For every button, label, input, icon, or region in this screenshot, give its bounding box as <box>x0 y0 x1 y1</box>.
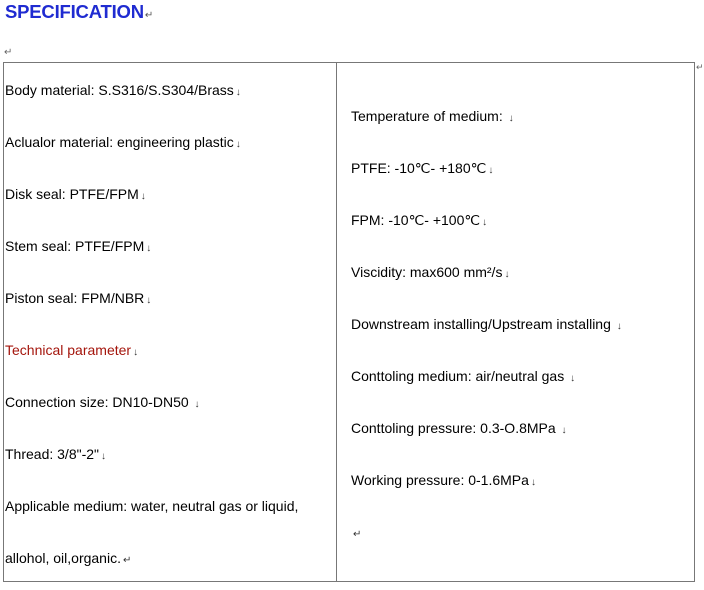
line-break-icon: ↓ <box>561 425 567 436</box>
line-break-icon: ↓ <box>101 451 106 462</box>
line-break-icon: ↓ <box>235 87 241 98</box>
paragraph-mark-icon: ↵ <box>696 62 704 72</box>
spec-line-connection-size: Connection size: DN10-DN50 ↓ <box>5 394 200 410</box>
paragraph-mark-icon: ↵ <box>122 555 132 566</box>
line-break-icon: ↓ <box>530 477 536 488</box>
spec-line-installing: Downstream installing/Upstream installing ↓ <box>351 316 622 332</box>
left-column <box>5 63 335 581</box>
spec-line-piston-seal: Piston seal: FPM/NBR ↓ <box>5 290 152 306</box>
spec-line-applicable-medium-cont: allohol, oil,organic. ↵ <box>5 550 132 566</box>
spec-line-temperature: Temperature of medium: ↓ <box>351 108 514 124</box>
spec-line-applicable-medium: Applicable medium: water, neutral gas or liquid, <box>5 498 299 514</box>
right-column <box>351 63 691 581</box>
line-break-icon: ↓ <box>488 165 494 176</box>
spec-line-controlling-pressure: Conttoling pressure: 0.3-O.8MPa ↓ <box>351 420 567 436</box>
line-break-icon: ↓ <box>146 295 152 306</box>
spec-line-working-pressure: Working pressure: 0-1.6MPa ↓ <box>351 472 536 488</box>
spec-line-body-material: Body material: S.S316/S.S304/Brass ↓ <box>5 82 241 98</box>
line-break-icon: ↓ <box>235 139 241 150</box>
paragraph-mark-icon: ↵ <box>353 529 362 540</box>
title-text: SPECIFICATION <box>5 1 144 22</box>
line-break-icon: ↓ <box>133 347 139 358</box>
line-break-icon: ↓ <box>140 191 146 202</box>
spec-line-actuator-material: Aclualor material: engineering plastic ↓ <box>5 134 241 150</box>
empty-line <box>351 523 361 544</box>
specification-table <box>3 62 695 582</box>
line-break-icon: ↓ <box>570 373 576 384</box>
line-break-icon: ↓ <box>482 217 488 228</box>
section-heading-technical-parameter: Technical parameter ↓ <box>5 342 139 358</box>
spec-line-controlling-medium: Conttoling medium: air/neutral gas ↓ <box>351 368 576 384</box>
paragraph-mark-icon: ↵ <box>144 10 154 21</box>
line-break-icon: ↓ <box>616 321 622 332</box>
line-break-icon: ↓ <box>508 113 514 124</box>
paragraph-mark-icon: ↵ <box>4 47 13 58</box>
column-divider <box>336 63 337 581</box>
page-title <box>5 1 153 25</box>
line-break-icon: ↓ <box>194 399 200 410</box>
spec-line-disk-seal: Disk seal: PTFE/FPM ↓ <box>5 186 146 202</box>
line-break-icon: ↓ <box>146 243 152 254</box>
spec-line-viscidity: Viscidity: max600 mm²/s ↓ <box>351 264 510 280</box>
spec-line-thread: Thread: 3/8"-2" ↓ <box>5 446 106 462</box>
spec-line-stem-seal: Stem seal: PTFE/FPM ↓ <box>5 238 152 254</box>
spec-line-fpm-range: FPM: -10℃- +100℃ ↓ <box>351 212 488 228</box>
line-break-icon: ↓ <box>504 269 510 280</box>
spec-line-ptfe-range: PTFE: -10℃- +180℃ ↓ <box>351 160 494 176</box>
